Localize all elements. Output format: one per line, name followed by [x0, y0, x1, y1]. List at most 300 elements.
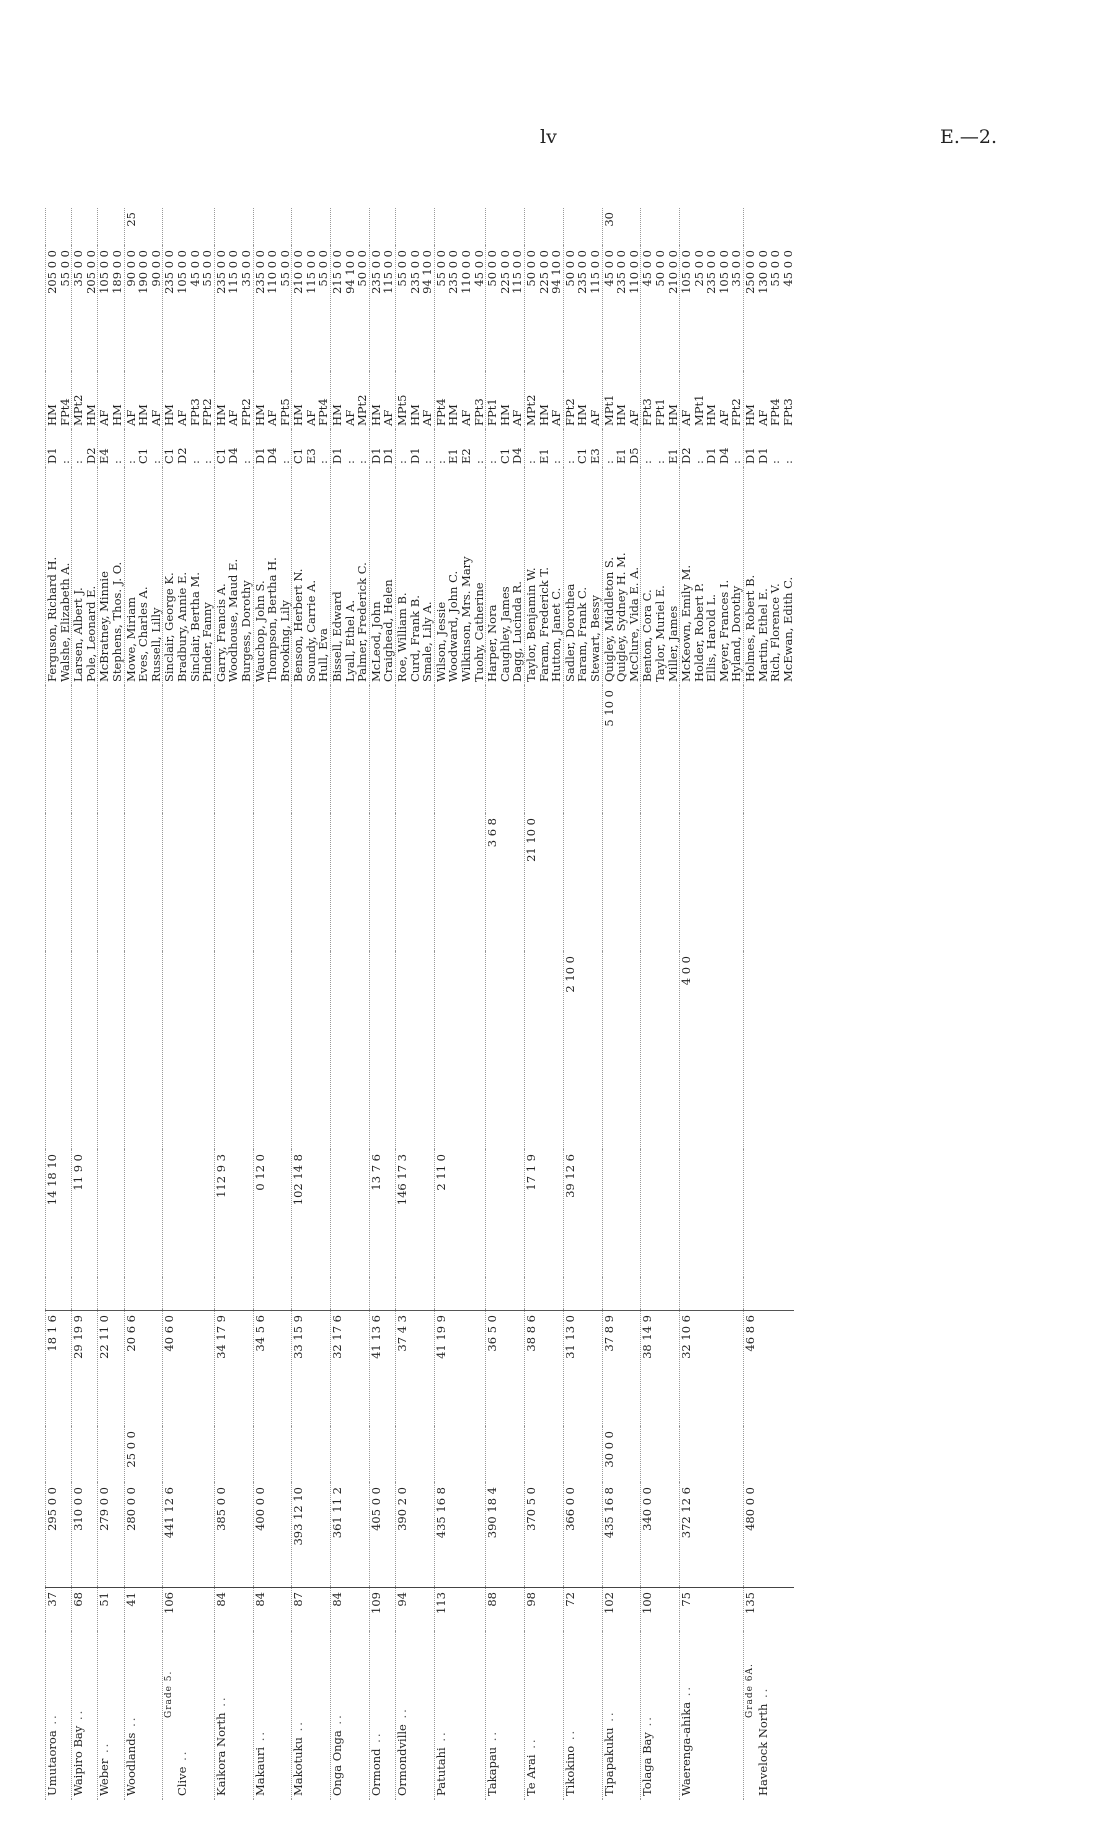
- teacher-name: Wilkinson, Mrs. Mary: [459, 556, 473, 682]
- fund4-cell: 30: [602, 208, 641, 246]
- spacer-cell: [486, 1278, 525, 1311]
- h-total-cell: 38 14 9: [641, 1311, 680, 1428]
- fund4-cell: [563, 208, 602, 246]
- roll-cell: 84: [253, 1588, 292, 1633]
- teacher-position: HM: [704, 404, 719, 426]
- fund4-cell: [680, 208, 744, 246]
- teacher-position: HM: [407, 404, 422, 426]
- fund4-cell: [98, 208, 124, 246]
- salary-cell: 441 12 6: [163, 1483, 214, 1588]
- roll-cell: 68: [72, 1588, 98, 1633]
- teacher-class: :: [486, 430, 499, 468]
- teacher-name: Sinclair, George K.: [163, 468, 176, 686]
- teacher-salary: 235 0 0: [163, 246, 176, 372]
- teacher-class: D1: [331, 430, 344, 468]
- spacer-cell: [563, 1278, 602, 1311]
- teacher-class: :: [524, 430, 537, 468]
- teacher-position: HM: [665, 404, 680, 426]
- fund1-cell: [163, 952, 214, 1150]
- spacer-cell: [292, 1278, 331, 1311]
- house-allowance-cell: 30 0 0: [602, 1427, 641, 1483]
- rent-cell: 14 18 10: [46, 1150, 72, 1278]
- teacher-name: Burgess, Dorothy: [238, 580, 253, 682]
- house-allowance-cell: [292, 1427, 331, 1483]
- school-cell: [602, 1632, 641, 1800]
- fund4-cell: [292, 208, 331, 246]
- leader-dots: ..: [433, 1730, 448, 1748]
- fund2-cell: [641, 814, 680, 952]
- teacher-salary: 250 0 0: [744, 246, 757, 372]
- teacher-name: Sadler, Dorothea: [563, 468, 576, 686]
- teacher-position: MPt1: [691, 394, 706, 426]
- teacher-class: D2: [680, 430, 693, 468]
- rent-cell: [98, 1150, 124, 1278]
- teacher-class: C1: [497, 447, 512, 464]
- fund3-cell: [253, 686, 292, 814]
- fund3-cell: [369, 686, 395, 814]
- teacher-position: MPt2: [524, 372, 537, 430]
- teacher-position: HM: [614, 404, 629, 426]
- fund2-cell: 21 10 0: [524, 814, 563, 952]
- teacher-position: AF: [265, 409, 280, 426]
- house-allowance-cell: [744, 1427, 795, 1483]
- spacer-cell: [124, 1278, 163, 1311]
- leader-dots: ..: [291, 1720, 306, 1738]
- fund3-cell: [163, 686, 214, 814]
- leader-dots: ..: [755, 1686, 770, 1704]
- teacher-name: Hyland, Dorothy: [729, 585, 744, 682]
- spacer-cell: [524, 1278, 563, 1311]
- fund2-cell: [331, 814, 370, 952]
- school-name: Ormondville: [395, 1724, 410, 1796]
- fund2-cell: [292, 814, 331, 952]
- teacher-position: FPt2: [729, 398, 744, 426]
- teacher-position: MPt2: [72, 372, 85, 430]
- teacher-name: McClure, Vida E. A.: [626, 566, 641, 682]
- table-row: [46, 208, 59, 1800]
- salary-cell: 435 16 8: [602, 1483, 641, 1588]
- house-allowance-cell: [524, 1427, 563, 1483]
- salary-cell: 361 11 2: [331, 1483, 370, 1588]
- teacher-salary: 105 0 0: [98, 246, 111, 372]
- teacher-name: McLeod, John: [369, 468, 382, 686]
- teacher-salary: 45 0 0: [641, 246, 654, 372]
- school-cell: [163, 1632, 214, 1800]
- house-allowance-cell: [369, 1427, 395, 1483]
- teacher-name: Mowe, Miriam: [124, 468, 137, 686]
- teacher-class: :: [72, 430, 85, 468]
- teacher-name: Woodward, John C.: [446, 570, 461, 682]
- leader-dots: ..: [97, 1741, 112, 1759]
- fund4-cell: [641, 208, 680, 246]
- teacher-position: HM: [292, 372, 305, 430]
- school-cell: [214, 1632, 253, 1800]
- teacher-salary: 235 0 0: [614, 250, 629, 294]
- teacher-salary: 55 0 0: [768, 250, 783, 287]
- teacher-salary: 94 10 0: [342, 250, 357, 294]
- salary-cell: 370 5 0: [524, 1483, 563, 1588]
- document-reference: E.—2.: [940, 126, 998, 148]
- teacher-position: AF: [626, 409, 641, 426]
- fund4-cell: [331, 208, 370, 246]
- teacher-position: AF: [716, 409, 731, 426]
- fund3-cell: [124, 686, 163, 814]
- fund4-cell: [72, 208, 98, 246]
- teacher-class: D4: [265, 447, 280, 464]
- teacher-name: Pinder, Fanny: [200, 602, 215, 682]
- teacher-name: Bradbury, Annie E.: [174, 571, 189, 682]
- teacher-position: FPt4: [434, 372, 447, 430]
- school-cell: [98, 1632, 124, 1800]
- teacher-class: :: [238, 460, 253, 464]
- school-cell: [563, 1632, 602, 1800]
- teacher-position: HM: [83, 404, 98, 426]
- salary-cell: 435 16 8: [434, 1483, 485, 1588]
- table-row: [292, 208, 305, 1800]
- spacer-cell: [46, 1278, 72, 1311]
- fund4-cell: [214, 208, 253, 246]
- school-name: Te Arai: [523, 1754, 538, 1796]
- teacher-position: FPt2: [238, 398, 253, 426]
- school-cell: [124, 1632, 163, 1800]
- fund4-cell: 25: [124, 208, 163, 246]
- teacher-class: D1: [46, 430, 59, 468]
- teacher-position: HM: [744, 372, 757, 430]
- fund3-cell: [214, 686, 253, 814]
- teacher-class: C1: [575, 447, 590, 464]
- roll-cell: 109: [369, 1588, 395, 1633]
- teacher-position: FPt3: [641, 372, 654, 430]
- fund1-cell: [253, 952, 292, 1150]
- school-name: Havelock North: [755, 1703, 770, 1796]
- teacher-position: HM: [536, 404, 551, 426]
- teacher-position: HM: [446, 404, 461, 426]
- teacher-name: Benson, Herbert N.: [292, 468, 305, 686]
- h-total-cell: 46 8 6: [744, 1311, 795, 1428]
- teacher-salary: 225 0 0: [497, 250, 512, 294]
- school-name: Umutaoroa: [45, 1730, 59, 1796]
- teacher-name: Palmer, Frederick C.: [355, 562, 370, 682]
- teacher-name: Bissell, Edward: [331, 468, 344, 686]
- fund1-cell: [434, 952, 485, 1150]
- roll-cell: 87: [292, 1588, 331, 1633]
- teacher-position: HM: [163, 372, 176, 430]
- teacher-name: Ferguson, Richard H.: [46, 468, 59, 686]
- fund1-cell: 4 0 0: [680, 952, 744, 1150]
- salary-cell: 280 0 0: [124, 1483, 163, 1588]
- rent-cell: [641, 1150, 680, 1278]
- school-name: Patutahi: [433, 1747, 448, 1796]
- school-name: Kaikora North: [213, 1712, 228, 1796]
- schools-table: [45, 208, 794, 1800]
- teacher-position: HM: [214, 372, 227, 430]
- teacher-salary: 205 0 0: [46, 246, 59, 372]
- h-total-cell: 38 8 6: [524, 1311, 563, 1428]
- teacher-salary: 94 10 0: [549, 250, 564, 294]
- fund3-cell: [563, 686, 602, 814]
- teacher-position: FPt4: [57, 398, 72, 426]
- salary-cell: 366 0 0: [563, 1483, 602, 1588]
- salary-cell: 372 12 6: [680, 1483, 744, 1588]
- teacher-name: McBratney, Minnie: [98, 468, 111, 686]
- teacher-position: HM: [331, 372, 344, 430]
- teacher-position: AF: [381, 409, 396, 426]
- rent-cell: [602, 1150, 641, 1278]
- teacher-position: FPt3: [471, 398, 486, 426]
- teacher-name: Rich, Florence V.: [768, 583, 783, 682]
- h-total-cell: 34 5 6: [253, 1311, 292, 1428]
- teacher-position: AF: [174, 409, 189, 426]
- teacher-class: D1: [704, 447, 719, 464]
- fund3-cell: [524, 686, 563, 814]
- fund1-cell: [602, 952, 641, 1150]
- teacher-name: Pole, Leonard E.: [83, 585, 98, 682]
- teacher-class: :: [641, 430, 654, 468]
- house-allowance-cell: [72, 1427, 98, 1483]
- fund3-cell: [641, 686, 680, 814]
- teacher-position: FPt5: [277, 398, 292, 426]
- leader-dots: ..: [523, 1737, 538, 1755]
- teacher-class: :: [109, 460, 124, 464]
- roll-cell: 94: [396, 1588, 435, 1633]
- teacher-salary: 90 0 0: [124, 246, 137, 372]
- fund4-cell: [434, 208, 485, 246]
- school-name: Tikokino: [562, 1745, 577, 1796]
- teacher-name: Thompson, Bertha H.: [265, 557, 280, 682]
- roll-cell: 100: [641, 1588, 680, 1633]
- teacher-salary: 225 0 0: [536, 250, 551, 294]
- teacher-class: D1: [369, 430, 382, 468]
- rent-cell: 39 12 6: [563, 1150, 602, 1278]
- teacher-position: AF: [124, 372, 137, 430]
- teacher-salary: 94 10 0: [420, 250, 435, 294]
- roll-cell: 88: [486, 1588, 525, 1633]
- teacher-name: Taylor, Benjamin W.: [524, 468, 537, 686]
- table-row: [524, 208, 537, 1800]
- fund2-cell: [369, 814, 395, 952]
- teacher-salary: 115 0 0: [381, 250, 396, 294]
- fund4-cell: [524, 208, 563, 246]
- h-total-cell: 20 6 6: [124, 1311, 163, 1428]
- teacher-position: AF: [226, 409, 241, 426]
- spacer-cell: [602, 1278, 641, 1311]
- teacher-position: AF: [420, 409, 435, 426]
- fund2-cell: [72, 814, 98, 952]
- school-name: Ormond: [368, 1748, 383, 1796]
- teacher-name: Caughley, James: [497, 586, 512, 682]
- house-allowance-cell: [163, 1427, 214, 1483]
- teacher-name: Holder, Robert P.: [691, 583, 706, 682]
- school-cell: [524, 1632, 563, 1800]
- teacher-class: :: [420, 460, 435, 464]
- teacher-salary: 45 0 0: [780, 250, 795, 287]
- house-allowance-cell: [253, 1427, 292, 1483]
- roll-cell: 135: [744, 1588, 795, 1633]
- teacher-position: AF: [549, 409, 564, 426]
- fund3-cell: [680, 686, 744, 814]
- spacer-cell: [253, 1278, 292, 1311]
- teacher-class: :: [768, 460, 783, 464]
- house-allowance-cell: [434, 1427, 485, 1483]
- fund2-cell: [744, 814, 795, 952]
- fund1-cell: [396, 952, 435, 1150]
- teacher-name: Hutton, Janet C.: [549, 587, 564, 682]
- teacher-name: Ellis, Harold L.: [704, 594, 719, 682]
- teacher-position: AF: [342, 409, 357, 426]
- leader-dots: ..: [45, 1713, 59, 1731]
- teacher-name: Dagg, Lucinda R.: [510, 581, 525, 682]
- teacher-class: :: [549, 460, 564, 464]
- rent-cell: [486, 1150, 525, 1278]
- house-allowance-cell: [46, 1427, 72, 1483]
- teacher-salary: 110 0 0: [626, 250, 641, 294]
- teacher-name: Woodhouse, Maud E.: [226, 558, 241, 682]
- teacher-class: :: [148, 460, 163, 464]
- teacher-class: D5: [626, 447, 641, 464]
- fund1-cell: [46, 952, 72, 1150]
- teacher-salary: 105 0 0: [716, 250, 731, 294]
- table-row: [124, 208, 137, 1800]
- fund2-cell: [680, 814, 744, 952]
- teacher-position: HM: [109, 404, 124, 426]
- rent-cell: [744, 1150, 795, 1278]
- rent-cell: 2 11 0: [434, 1150, 485, 1278]
- salary-cell: 295 0 0: [46, 1483, 72, 1588]
- roll-cell: 106: [163, 1588, 214, 1633]
- table-row: [98, 208, 111, 1800]
- rent-cell: [124, 1150, 163, 1278]
- roll-cell: 84: [214, 1588, 253, 1633]
- fund2-cell: [253, 814, 292, 952]
- teacher-salary: 55 0 0: [277, 250, 292, 287]
- salary-cell: 390 2 0: [396, 1483, 435, 1588]
- fund2-cell: [124, 814, 163, 952]
- teacher-salary: 110 0 0: [265, 250, 280, 294]
- teacher-salary: 235 0 0: [407, 250, 422, 294]
- school-cell: [434, 1632, 485, 1800]
- teacher-class: E1: [536, 448, 551, 464]
- teacher-name: Wilson, Jessie: [434, 468, 447, 686]
- fund2-cell: 3 6 8: [486, 814, 525, 952]
- spacer-cell: [163, 1278, 214, 1311]
- fund1-cell: [292, 952, 331, 1150]
- teacher-name: Soundy, Carrie A.: [303, 579, 318, 682]
- teacher-class: D4: [716, 447, 731, 464]
- teacher-salary: 190 0 0: [136, 250, 151, 294]
- teacher-class: :: [57, 460, 72, 464]
- school-name: Woodlands: [123, 1732, 138, 1796]
- teacher-name: Curd, Frank B.: [407, 595, 422, 682]
- teacher-name: Benton, Cora C.: [641, 468, 654, 686]
- teacher-name: Miller, James: [665, 605, 680, 682]
- school-name: Onga Onga: [330, 1730, 345, 1796]
- teacher-name: Sinclair, Bertha M.: [187, 572, 202, 682]
- teacher-name: Wauchop, John S.: [253, 468, 266, 686]
- leader-dots: ..: [601, 1710, 616, 1728]
- teacher-salary: 50 0 0: [652, 250, 667, 287]
- teacher-salary: 55 0 0: [434, 246, 447, 372]
- teacher-class: E4: [98, 430, 111, 468]
- rent-cell: 17 1 9: [524, 1150, 563, 1278]
- fund4-cell: [486, 208, 525, 246]
- teacher-salary: 235 0 0: [214, 246, 227, 372]
- teacher-salary: 25 0 0: [691, 250, 706, 287]
- teacher-position: AF: [459, 409, 473, 426]
- table-row: [163, 208, 176, 1800]
- fund1-cell: [641, 952, 680, 1150]
- teacher-class: D4: [226, 447, 241, 464]
- teacher-salary: 235 0 0: [369, 246, 382, 372]
- teacher-name: Smale, Lily A.: [420, 601, 435, 682]
- table-row: [72, 208, 85, 1800]
- teacher-class: D2: [83, 447, 98, 464]
- teacher-class: E1: [446, 448, 461, 464]
- teacher-salary: 105 0 0: [680, 246, 693, 372]
- fund2-cell: [563, 814, 602, 952]
- teacher-name: Martin, Ethel E.: [755, 588, 770, 682]
- table-row: [744, 208, 757, 1800]
- teacher-name: Garry, Francis A.: [214, 468, 227, 686]
- teacher-class: E1: [665, 448, 680, 464]
- fund2-cell: [163, 814, 214, 952]
- table-row: [641, 208, 654, 1800]
- teacher-class: D1: [755, 447, 770, 464]
- teacher-class: D2: [174, 447, 189, 464]
- h-total-cell: 18 1 6: [46, 1311, 72, 1428]
- spacer-cell: [369, 1278, 395, 1311]
- school-cell: [331, 1632, 370, 1800]
- teacher-class: :: [434, 430, 447, 468]
- teacher-salary: 55 0 0: [200, 250, 215, 287]
- roll-cell: 102: [602, 1588, 641, 1633]
- teacher-salary: 50 0 0: [355, 250, 370, 287]
- spacer-cell: [641, 1278, 680, 1311]
- roll-cell: 75: [680, 1588, 744, 1633]
- teacher-position: FPt2: [200, 398, 215, 426]
- h-total-cell: 31 13 0: [563, 1311, 602, 1428]
- fund1-cell: [72, 952, 98, 1150]
- leader-dots: ..: [368, 1731, 383, 1749]
- teacher-class: :: [342, 460, 357, 464]
- teacher-salary: 115 0 0: [510, 250, 525, 294]
- school-name: Waipiro Bay: [71, 1725, 86, 1796]
- spacer-cell: [98, 1278, 124, 1311]
- house-allowance-cell: [331, 1427, 370, 1483]
- teacher-position: FPt4: [316, 398, 331, 426]
- school-name: Tolaga Bay: [640, 1732, 655, 1796]
- school-name: Weber: [97, 1758, 112, 1796]
- teacher-class: C1: [292, 430, 305, 468]
- teacher-name: Taylor, Muriel E.: [652, 585, 667, 682]
- teacher-salary: 189 0 0: [109, 250, 124, 294]
- house-allowance-cell: [396, 1427, 435, 1483]
- teacher-position: HM: [136, 404, 151, 426]
- table-row: [331, 208, 344, 1800]
- teacher-salary: 50 0 0: [486, 246, 499, 372]
- rent-cell: 11 9 0: [72, 1150, 98, 1278]
- teacher-salary: 45 0 0: [471, 250, 486, 287]
- teacher-class: :: [187, 460, 202, 464]
- teacher-class: :: [652, 460, 667, 464]
- fund4-cell: [369, 208, 395, 246]
- fund1-cell: [744, 952, 795, 1150]
- teacher-salary: 90 0 0: [148, 250, 163, 287]
- table-row: [434, 208, 447, 1800]
- h-total-cell: 40 6 0: [163, 1311, 214, 1428]
- teacher-class: D1: [253, 430, 266, 468]
- teacher-position: FPt1: [486, 372, 499, 430]
- rent-cell: 0 12 0: [253, 1150, 292, 1278]
